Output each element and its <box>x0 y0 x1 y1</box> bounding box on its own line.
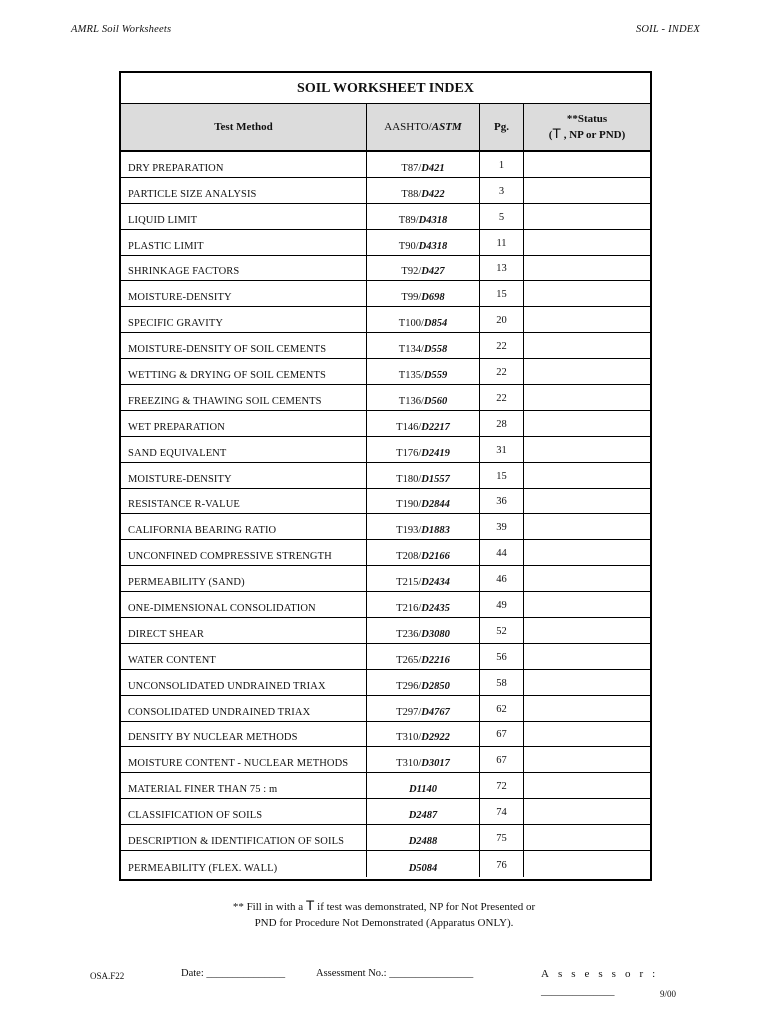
test-method-cell: LIQUID LIMIT <box>121 204 367 229</box>
assessor-signature-line: ______________ <box>541 986 615 997</box>
col-header-page: Pg. <box>480 104 524 150</box>
astm-code: D2216 <box>421 654 450 666</box>
status-cell[interactable] <box>524 851 650 877</box>
aashto-code: T193/ <box>396 525 422 537</box>
status-cell[interactable] <box>524 618 650 643</box>
table-row <box>121 592 650 618</box>
status-cell[interactable] <box>524 463 650 488</box>
status-cell[interactable] <box>524 411 650 436</box>
col-header-status <box>524 104 650 150</box>
astm-code: D558 <box>423 344 448 356</box>
footnote-line2: PND for Procedure Not Demonstrated (Apparatus ONLY). <box>254 917 514 929</box>
test-method-cell: DRY PREPARATION <box>121 152 367 177</box>
astm-code: D2850 <box>421 680 450 692</box>
aashto-astm-cell <box>367 747 480 772</box>
aashto-code: T136/ <box>398 395 424 407</box>
status-cell[interactable] <box>524 333 650 358</box>
page-number-cell: 58 <box>480 670 524 695</box>
status-cell[interactable] <box>524 592 650 617</box>
aashto-astm-cell <box>367 230 480 255</box>
page-number-cell: 36 <box>480 489 524 514</box>
aashto-code: T100/ <box>398 318 424 330</box>
status-cell[interactable] <box>524 307 650 332</box>
astm-code: D2166 <box>421 551 450 563</box>
table-row <box>121 722 650 748</box>
astm-code: D3080 <box>421 628 450 640</box>
table-row <box>121 385 650 411</box>
aashto-code: T296/ <box>396 680 422 692</box>
date-field: Date: _______________ <box>181 968 286 979</box>
aashto-code: T87/ <box>401 162 422 174</box>
table-row <box>121 307 650 333</box>
footnote-mark: T <box>305 897 315 913</box>
table-header-row <box>121 104 650 152</box>
aashto-code: T88/ <box>401 188 422 200</box>
table-row <box>121 670 650 696</box>
aashto-astm-cell <box>367 670 480 695</box>
page-number-cell: 31 <box>480 437 524 462</box>
page-number-cell: 11 <box>480 230 524 255</box>
status-cell[interactable] <box>524 773 650 798</box>
page-number-cell: 5 <box>480 204 524 229</box>
page-number-cell: 22 <box>480 359 524 384</box>
aashto-astm-cell <box>367 514 480 539</box>
astm-code: D421 <box>421 162 445 174</box>
table-title: SOIL WORKSHEET INDEX <box>121 73 650 104</box>
aashto-code: T215/ <box>396 577 422 589</box>
status-cell[interactable] <box>524 799 650 824</box>
form-code: OSA.F22 <box>90 971 125 981</box>
status-cell[interactable] <box>524 178 650 203</box>
assessment-number-field: Assessment No.: ________________ <box>316 968 474 979</box>
page-number-cell: 56 <box>480 644 524 669</box>
worksheet-index-table <box>119 71 652 881</box>
status-cell[interactable] <box>524 256 650 281</box>
col-header-astm: ASTM <box>431 121 462 133</box>
test-method-cell: SAND EQUIVALENT <box>121 437 367 462</box>
aashto-astm-cell <box>367 566 480 591</box>
aashto-astm-cell <box>367 489 480 514</box>
aashto-code: T180/ <box>396 473 422 485</box>
astm-code: D854 <box>423 318 448 330</box>
page-number-cell: 44 <box>480 540 524 565</box>
test-method-cell: RESISTANCE R-VALUE <box>121 489 367 514</box>
status-cell[interactable] <box>524 747 650 772</box>
page-number-cell: 49 <box>480 592 524 617</box>
aashto-astm-cell <box>367 178 480 203</box>
page-number-cell: 15 <box>480 281 524 306</box>
test-method-cell: CLASSIFICATION OF SOILS <box>121 799 367 824</box>
table-row <box>121 825 650 851</box>
astm-code: D2922 <box>421 732 450 744</box>
status-cell[interactable] <box>524 359 650 384</box>
astm-code: D4767 <box>421 706 450 718</box>
table-row <box>121 359 650 385</box>
col-header-status-line1: **Status <box>566 113 608 125</box>
astm-code: D698 <box>421 292 445 304</box>
astm-code: D559 <box>423 370 448 382</box>
aashto-astm-cell <box>367 851 480 877</box>
aashto-astm-cell <box>367 540 480 565</box>
aashto-astm-cell <box>367 825 480 850</box>
status-cell[interactable] <box>524 670 650 695</box>
test-method-cell: DIRECT SHEAR <box>121 618 367 643</box>
aashto-astm-cell <box>367 281 480 306</box>
status-cell[interactable] <box>524 281 650 306</box>
table-row <box>121 178 650 204</box>
astm-code: D2419 <box>421 447 450 459</box>
aashto-astm-cell <box>367 411 480 436</box>
page-number-cell: 67 <box>480 747 524 772</box>
table-row <box>121 696 650 722</box>
aashto-astm-cell <box>367 773 480 798</box>
status-cell[interactable] <box>524 644 650 669</box>
test-method-cell: MOISTURE-DENSITY <box>121 281 367 306</box>
test-method-cell: PLASTIC LIMIT <box>121 230 367 255</box>
table-row <box>121 463 650 489</box>
page-number-cell: 22 <box>480 385 524 410</box>
aashto-code: T236/ <box>396 628 422 640</box>
table-row <box>121 204 650 230</box>
status-cell[interactable] <box>524 696 650 721</box>
astm-code: D1140 <box>408 784 437 796</box>
aashto-astm-cell <box>367 359 480 384</box>
status-cell[interactable] <box>524 230 650 255</box>
table-row <box>121 230 650 256</box>
table-row <box>121 618 650 644</box>
table-row <box>121 644 650 670</box>
aashto-code: T176/ <box>396 447 422 459</box>
page-number-cell: 67 <box>480 722 524 747</box>
test-method-cell: WATER CONTENT <box>121 644 367 669</box>
test-method-cell: WETTING & DRYING OF SOIL CEMENTS <box>121 359 367 384</box>
col-header-aashto: AASHTO/ <box>384 121 432 133</box>
aashto-code: T134/ <box>398 344 424 356</box>
aashto-code: T90/ <box>398 240 419 252</box>
table-row <box>121 566 650 592</box>
status-cell[interactable] <box>524 540 650 565</box>
table-row <box>121 514 650 540</box>
status-mark: T <box>552 125 561 141</box>
astm-code: D560 <box>423 395 448 407</box>
astm-code: D2435 <box>421 603 450 615</box>
status-cell[interactable] <box>524 566 650 591</box>
page-number-cell: 1 <box>480 152 524 177</box>
aashto-astm-cell <box>367 256 480 281</box>
status-cell[interactable] <box>524 489 650 514</box>
astm-code: D3017 <box>421 758 450 770</box>
astm-code: D2434 <box>421 577 450 589</box>
table-row <box>121 747 650 773</box>
astm-code: D4318 <box>418 240 448 252</box>
aashto-code: T208/ <box>396 551 422 563</box>
test-method-cell: FREEZING & THAWING SOIL CEMENTS <box>121 385 367 410</box>
aashto-code: T135/ <box>398 370 424 382</box>
test-method-cell: DENSITY BY NUCLEAR METHODS <box>121 722 367 747</box>
status-cell[interactable] <box>524 722 650 747</box>
aashto-astm-cell <box>367 696 480 721</box>
header-right: SOIL - INDEX <box>635 24 700 35</box>
page-number-cell: 72 <box>480 773 524 798</box>
aashto-astm-cell <box>367 385 480 410</box>
astm-code: D2844 <box>421 499 450 511</box>
aashto-astm-cell <box>367 722 480 747</box>
test-method-cell: DESCRIPTION & IDENTIFICATION OF SOILS <box>121 825 367 850</box>
aashto-code: T89/ <box>398 214 419 226</box>
astm-code: D422 <box>421 188 445 200</box>
test-method-cell: WET PREPARATION <box>121 411 367 436</box>
aashto-astm-cell <box>367 333 480 358</box>
aashto-code: T265/ <box>396 654 422 666</box>
test-method-cell: MATERIAL FINER THAN 75 : m <box>121 773 367 798</box>
status-cell[interactable] <box>524 152 650 177</box>
astm-code: D2488 <box>408 836 438 848</box>
test-method-cell: ONE-DIMENSIONAL CONSOLIDATION <box>121 592 367 617</box>
table-row <box>121 799 650 825</box>
table-row <box>121 256 650 282</box>
test-method-cell: UNCONSOLIDATED UNDRAINED TRIAX <box>121 670 367 695</box>
page-number-cell: 15 <box>480 463 524 488</box>
aashto-code: T310/ <box>396 732 422 744</box>
status-cell[interactable] <box>524 825 650 850</box>
col-header-test-method: Test Method <box>121 104 367 150</box>
aashto-astm-cell <box>367 152 480 177</box>
aashto-astm-cell <box>367 437 480 462</box>
test-method-cell: PARTICLE SIZE ANALYSIS <box>121 178 367 203</box>
page-number-cell: 28 <box>480 411 524 436</box>
page-number-cell: 75 <box>480 825 524 850</box>
page-number-cell: 76 <box>480 851 524 877</box>
assessor-label: Assessor: <box>541 968 665 980</box>
aashto-code: T190/ <box>396 499 422 511</box>
aashto-astm-cell <box>367 307 480 332</box>
status-cell[interactable] <box>524 385 650 410</box>
table-row <box>121 333 650 359</box>
aashto-astm-cell <box>367 204 480 229</box>
test-method-cell: SPECIFIC GRAVITY <box>121 307 367 332</box>
aashto-code: T310/ <box>396 758 422 770</box>
aashto-code: T297/ <box>396 706 422 718</box>
page-number-cell: 13 <box>480 256 524 281</box>
table-row <box>121 152 650 178</box>
table-row <box>121 437 650 463</box>
aashto-astm-cell <box>367 618 480 643</box>
test-method-cell: CALIFORNIA BEARING RATIO <box>121 514 367 539</box>
aashto-astm-cell <box>367 463 480 488</box>
page-number-cell: 3 <box>480 178 524 203</box>
aashto-code: T216/ <box>396 603 422 615</box>
test-method-cell: MOISTURE-DENSITY <box>121 463 367 488</box>
page-number-cell: 20 <box>480 307 524 332</box>
page-number-cell: 52 <box>480 618 524 643</box>
table-row <box>121 281 650 307</box>
page-number-cell: 46 <box>480 566 524 591</box>
header-left: AMRL Soil Worksheets <box>71 24 172 35</box>
aashto-code: T92/ <box>401 266 422 278</box>
footnote <box>0 897 768 931</box>
table-row <box>121 489 650 515</box>
table-row <box>121 773 650 799</box>
aashto-astm-cell <box>367 799 480 824</box>
test-method-cell: PERMEABILITY (FLEX. WALL) <box>121 851 367 877</box>
status-cell[interactable] <box>524 514 650 539</box>
aashto-astm-cell <box>367 592 480 617</box>
astm-code: D2487 <box>408 810 438 822</box>
status-cell[interactable] <box>524 437 650 462</box>
test-method-cell: UNCONFINED COMPRESSIVE STRENGTH <box>121 540 367 565</box>
test-method-cell: SHRINKAGE FACTORS <box>121 256 367 281</box>
test-method-cell: PERMEABILITY (SAND) <box>121 566 367 591</box>
astm-code: D1883 <box>421 525 450 537</box>
test-method-cell: MOISTURE CONTENT - NUCLEAR METHODS <box>121 747 367 772</box>
table-row <box>121 851 650 877</box>
test-method-cell: CONSOLIDATED UNDRAINED TRIAX <box>121 696 367 721</box>
col-header-status-line2: (T , NP or PND) <box>548 125 626 141</box>
aashto-code: T146/ <box>396 421 422 433</box>
table-row <box>121 411 650 437</box>
page-number-cell: 39 <box>480 514 524 539</box>
aashto-code: T99/ <box>401 292 422 304</box>
table-body <box>121 152 650 877</box>
test-method-cell: MOISTURE-DENSITY OF SOIL CEMENTS <box>121 333 367 358</box>
form-version: 9/00 <box>660 989 677 999</box>
astm-code: D1557 <box>421 473 450 485</box>
astm-code: D5084 <box>408 862 438 874</box>
page-number-cell: 62 <box>480 696 524 721</box>
page-number-cell: 74 <box>480 799 524 824</box>
astm-code: D2217 <box>421 421 450 433</box>
astm-code: D4318 <box>418 214 448 226</box>
aashto-astm-cell <box>367 644 480 669</box>
astm-code: D427 <box>421 266 445 278</box>
status-cell[interactable] <box>524 204 650 229</box>
page-number-cell: 22 <box>480 333 524 358</box>
footnote-line1: ** Fill in with a T if test was demonstrated, NP for Not Presented or <box>232 897 536 913</box>
col-header-aashto-astm <box>367 104 480 150</box>
table-row <box>121 540 650 566</box>
